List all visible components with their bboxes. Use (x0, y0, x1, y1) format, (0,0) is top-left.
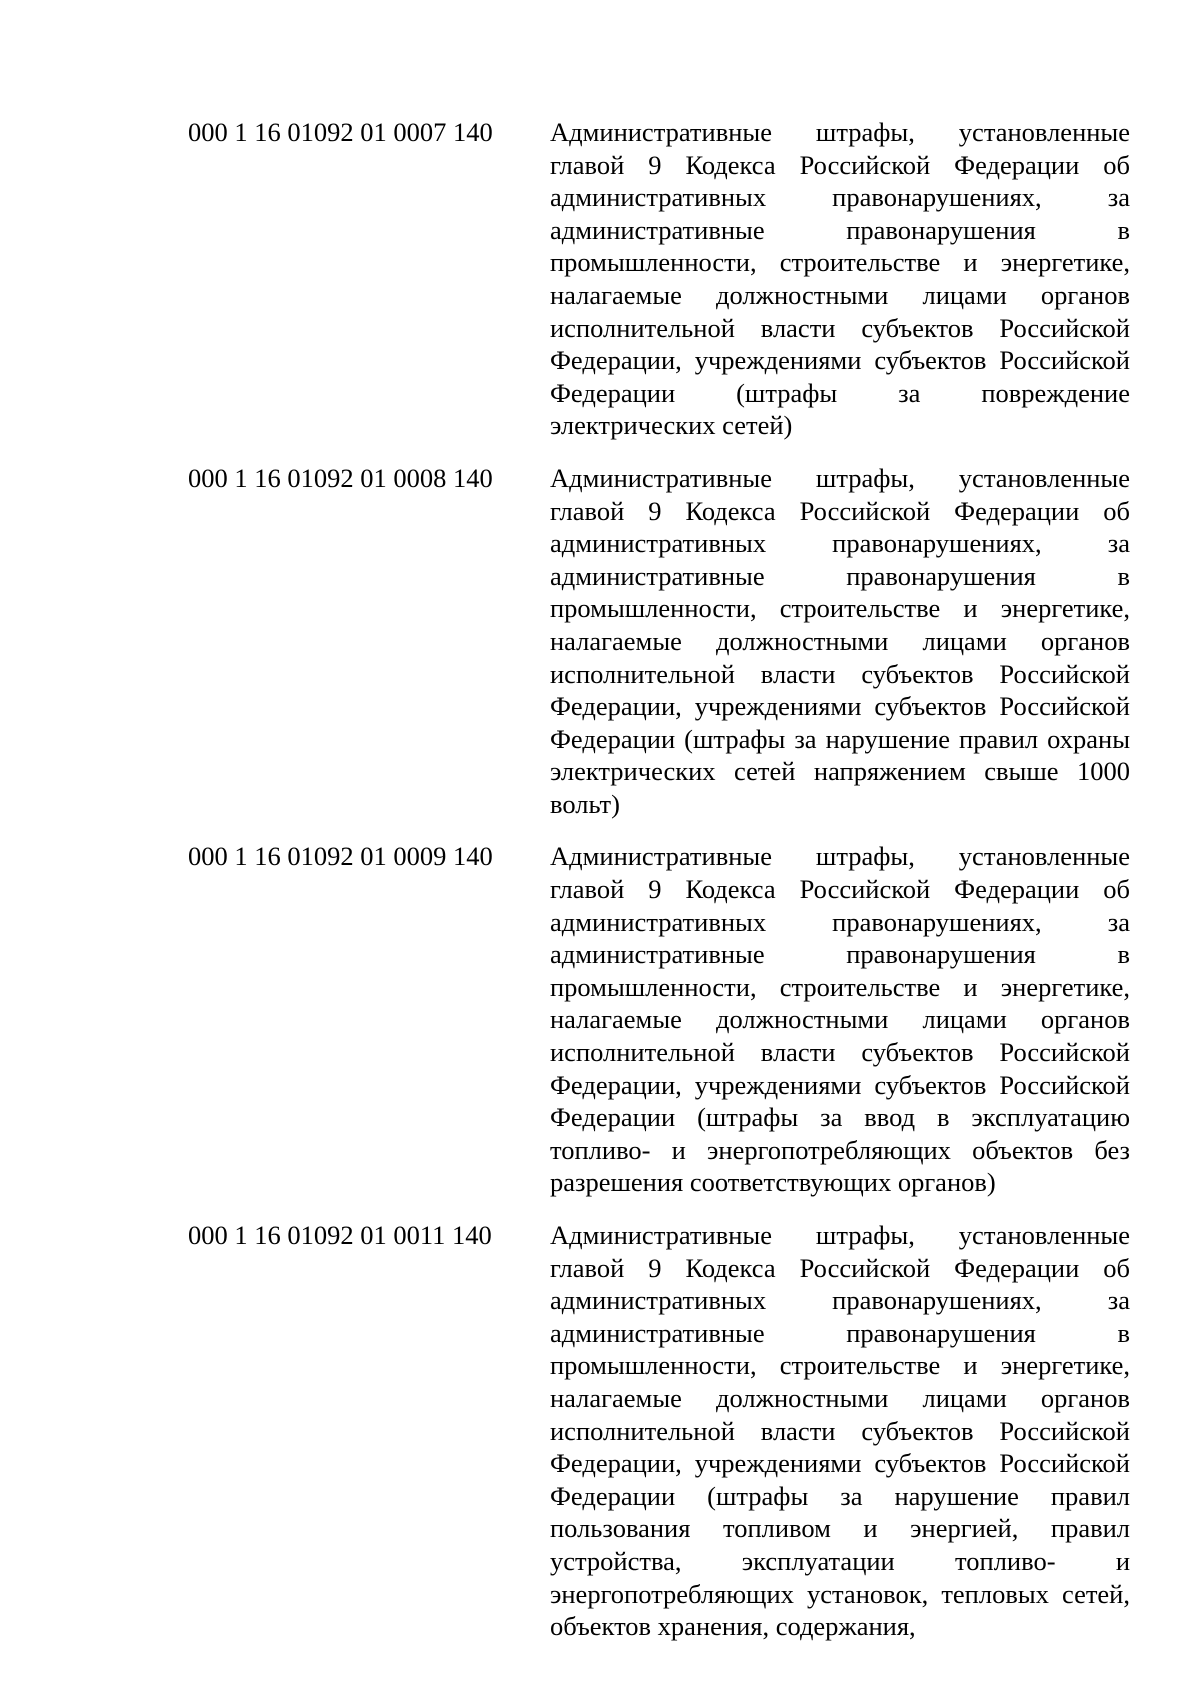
budget-classification-code: 000 1 16 01092 01 0011 140 (188, 1220, 492, 1250)
table-row (188, 1219, 1128, 1643)
budget-code-table (188, 116, 1128, 1663)
code-description: Административные штрафы, установленные главой 9 Кодекса Российской Федерации об административных правонарушениях, за административные правонарушения в промышленности, строительстве и энергетике, налагаемые должностными лицами органов исполнительной власти субъектов Российской Федерации, учреждениями субъектов Российской Федерации (штрафы за нарушение правил охраны электрических сетей напряжением свыше 1000 вольт) (550, 462, 1130, 819)
table-row (188, 840, 1128, 1199)
table-row (188, 116, 1128, 442)
budget-classification-code: 000 1 16 01092 01 0008 140 (188, 462, 493, 493)
code-description: Административные штрафы, установленные главой 9 Кодекса Российской Федерации об административных правонарушениях, за административные правонарушения в промышленности, строительстве и энергетике, налагаемые должностными лицами органов исполнительной власти субъектов Российской Федерации, учреждениями субъектов Российской Федерации (штрафы за ввод в эксплуатацию топливо- и энергопотребляющих объектов без разрешения соответствующих органов) (550, 841, 1130, 1198)
budget-classification-code: 000 1 16 01092 01 0009 140 (188, 841, 493, 872)
table-row (188, 462, 1128, 821)
code-description: Административные штрафы, установленные главой 9 Кодекса Российской Федерации об административных правонарушениях, за административные правонарушения в промышленности, строительстве и энергетике, налагаемые должностными лицами органов исполнительной власти субъектов Российской Федерации, учреждениями субъектов Российской Федерации (штрафы за повреждение электрических сетей) (550, 117, 1130, 441)
code-description: Административные штрафы, установленные главой 9 Кодекса Российской Федерации об административных правонарушениях, за административные правонарушения в промышленности, строительстве и энергетике, налагаемые должностными лицами органов исполнительной власти субъектов Российской Федерации, учреждениями субъектов Российской Федерации (штрафы за нарушение правил пользования топливом и энергией, правил устройства, эксплуатации топливо- и энергопотребляющих установок, тепловых сетей, объектов хранения, содержания, (550, 1220, 1130, 1642)
budget-classification-code: 000 1 16 01092 01 0007 140 (188, 117, 493, 147)
